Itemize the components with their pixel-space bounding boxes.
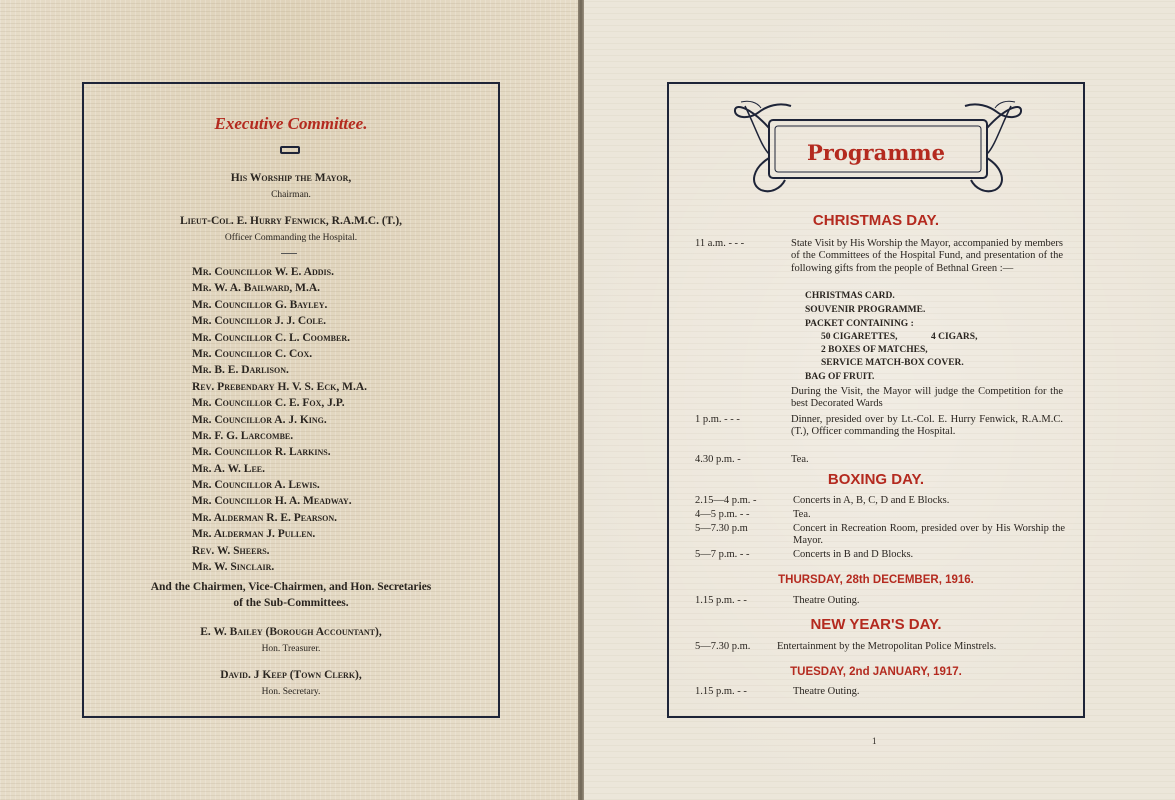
event-description: State Visit by His Worship the Mayor, accompanied by members of the Committees of the Hospital Fund, and presentation of the following gifts from the people of Bethnal Green :— xyxy=(791,238,1063,274)
programme-title: Programme xyxy=(806,140,946,165)
chairman-role: Chairman. xyxy=(271,190,311,200)
event-description: During the Visit, the Mayor will judge the Competition for the best Decorated Wards xyxy=(791,386,1063,410)
list-item: Mr. W. A. Bailward, M.A. xyxy=(192,282,321,295)
officer-role: Officer Commanding the Hospital. xyxy=(224,233,358,243)
event-description: Tea. xyxy=(791,454,809,465)
list-item: Mr. Councillor G. Bayley. xyxy=(192,298,328,311)
list-item: Mr. Councillor R. Larkins. xyxy=(192,446,331,459)
event-description: Entertainment by the Metropolitan Police Minstrels. xyxy=(777,641,997,652)
gift-item: 2 BOXES OF MATCHES, xyxy=(821,345,928,355)
executive-committee-title: Executive Committee. xyxy=(214,114,368,133)
gift-item: CHRISTMAS CARD. xyxy=(805,291,895,301)
divider xyxy=(281,253,297,254)
list-item: Mr. Alderman J. Pullen. xyxy=(192,528,316,541)
title-ornament-rule xyxy=(280,146,300,154)
list-item: Mr. F. G. Larcombe. xyxy=(192,429,294,442)
list-item: Mr. B. E. Darlison. xyxy=(192,364,289,377)
list-item: Mr. W. Sinclair. xyxy=(192,561,275,574)
list-item: Mr. Councillor A. Lewis. xyxy=(192,479,320,492)
event-time: 1.15 p.m. - - xyxy=(695,686,747,697)
list-item: Mr. Councillor W. E. Addis. xyxy=(192,266,334,278)
event-time: 5—7.30 p.m. xyxy=(695,641,751,652)
event-time: 5—7 p.m. - - xyxy=(695,549,750,560)
sub-committee-note xyxy=(84,579,498,611)
event-description: Tea. xyxy=(793,509,811,520)
event-description: Concert in Recreation Room, presided over by His Worship the Mayor. xyxy=(793,523,1065,547)
event-time: 5—7.30 p.m xyxy=(695,523,748,534)
sub-committee-note-line: And the Chairmen, Vice-Chairmen, and Hon. Secretaries xyxy=(150,581,432,593)
list-item: Mr. Councillor C. Cox. xyxy=(192,347,313,360)
list-item: Rev. Prebendary H. V. S. Eck, M.A. xyxy=(192,380,367,393)
event-time: 4.30 p.m. - xyxy=(695,454,741,465)
list-item: Mr. Councillor A. J. King. xyxy=(192,413,327,426)
left-page xyxy=(0,0,578,800)
event-description: Concerts in A, B, C, D and E Blocks. xyxy=(793,495,950,506)
secretary-role: Hon. Secretary. xyxy=(261,687,321,697)
gift-item: 50 CIGARETTES, xyxy=(821,332,898,342)
committee-member-list xyxy=(192,264,492,575)
right-page-border xyxy=(667,82,1085,718)
gift-item: SOUVENIR PROGRAMME. xyxy=(805,305,926,315)
tuesday-heading: TUESDAY, 2nd JANUARY, 1917. xyxy=(790,666,962,678)
event-description: Dinner, presided over by Lt.-Col. E. Hurry Fenwick, R.A.M.C. (T.), Officer commanding the Hospital. xyxy=(791,414,1063,438)
event-time: 2.15—4 p.m. - xyxy=(695,495,757,506)
list-item: Mr. Councillor C. E. Fox, J.P. xyxy=(192,397,345,410)
gift-item: BAG OF FRUIT. xyxy=(805,372,875,382)
right-page xyxy=(584,0,1175,800)
gift-item: PACKET CONTAINING : xyxy=(805,319,914,329)
left-page-border xyxy=(82,82,500,718)
event-time: 11 a.m. - - - xyxy=(695,238,745,249)
list-item: Mr. Councillor C. L. Coomber. xyxy=(192,331,351,344)
gift-item: SERVICE MATCH-BOX COVER. xyxy=(821,358,964,368)
list-item: Mr. Councillor J. J. Cole. xyxy=(192,315,326,328)
list-item: Rev. W. Sheers. xyxy=(192,544,270,557)
sub-committee-note-line: of the Sub-Committees. xyxy=(233,597,349,609)
list-item: Mr. A. W. Lee. xyxy=(192,462,266,475)
page-number: 1 xyxy=(872,736,877,746)
event-time: 1 p.m. - - - xyxy=(695,414,740,425)
secretary-name: David. J Keep (Town Clerk), xyxy=(220,669,362,681)
event-description: Theatre Outing. xyxy=(793,595,860,606)
gift-item: 4 CIGARS, xyxy=(931,332,978,342)
treasurer-name: E. W. Bailey (Borough Accountant), xyxy=(200,626,382,638)
treasurer-role: Hon. Treasurer. xyxy=(261,644,321,654)
christmas-day-heading: CHRISTMAS DAY. xyxy=(812,212,940,229)
thursday-heading: THURSDAY, 28th DECEMBER, 1916. xyxy=(778,574,974,586)
event-time: 4—5 p.m. - - xyxy=(695,509,750,520)
event-time: 1.15 p.m. - - xyxy=(695,595,747,606)
list-item: Mr. Alderman R. E. Pearson. xyxy=(192,511,337,524)
new-years-day-heading: NEW YEAR'S DAY. xyxy=(810,616,942,633)
boxing-day-heading: BOXING DAY. xyxy=(827,471,925,488)
event-description: Theatre Outing. xyxy=(793,686,860,697)
list-item: Mr. Councillor H. A. Meadway. xyxy=(192,495,352,508)
officer-name: Lieut-Col. E. Hurry Fenwick, R.A.M.C. (T.), xyxy=(179,215,403,227)
event-description: Concerts in B and D Blocks. xyxy=(793,549,914,560)
chairman-name: His Worship the Mayor, xyxy=(230,172,352,184)
